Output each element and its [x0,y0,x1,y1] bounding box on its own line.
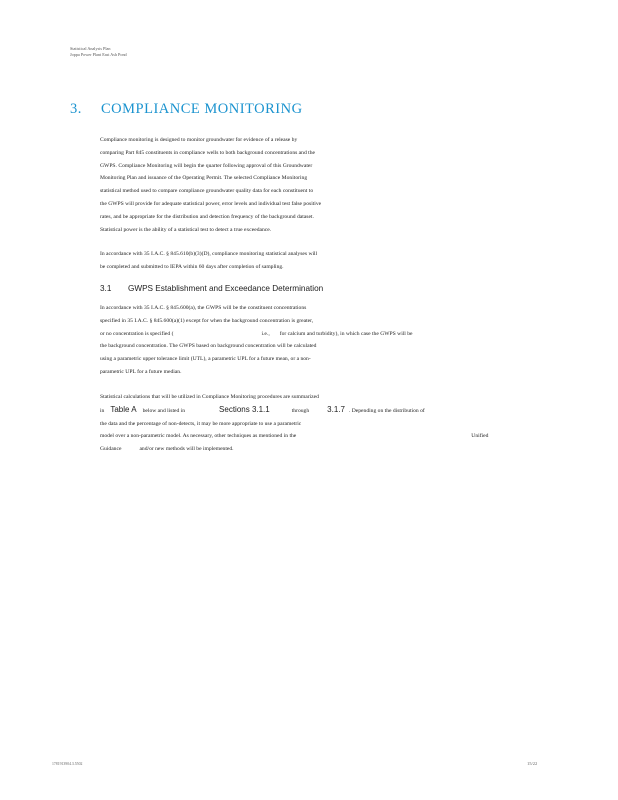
text-fragment: and/or new methods will be implemented. [139,446,234,453]
section-title: COMPLIANCE MONITORING [101,101,303,117]
text-line [100,443,488,456]
text-fragment: Guidance [100,446,122,453]
subsection-heading [100,284,323,293]
text-line: Compliance monitoring is designed to monitor groundwater for evidence of a release by [100,137,298,143]
footer-page-number: 15/22 [527,761,538,766]
text-line: parametric UPL for a future median. [100,368,182,375]
text-line: GWPS. Compliance Monitoring will begin the quarter following approval of this Groundwater [100,162,313,169]
text-line [100,404,488,418]
section-end-reference-link[interactable]: 3.1.7 [327,404,345,414]
text-line: the data and the percentage of non-detects, it may be more appropriate to use a parametric [100,420,302,427]
text-fragment: or no concentration is specified ( [100,330,174,337]
footer-document-id: 1781913904.3.5502 [52,762,83,766]
text-line: In accordance with 35 I.A.C. § 845.610(b)(3)(D), compliance monitoring statistical analyses will [100,251,318,257]
header-title: Statistical Analysis Plan [70,46,111,51]
running-header [70,46,127,58]
text-line [100,328,413,341]
text-line: Statistical power is the ability of a statistical test to detect a true exceedance. [100,226,272,233]
paragraph-intro [100,134,321,236]
text-line: the background concentration. The GWPS based on background concentration will be calculated [100,343,317,350]
paragraph-timing [100,248,317,274]
text-line: Statistical calculations that will be utilized in Compliance Monitoring procedures are summarized [100,394,319,400]
section-heading [70,101,303,118]
section-number: 3. [70,101,82,117]
section-reference-link[interactable]: Sections 3.1.1 [219,404,270,414]
text-line: statistical method used to compare compliance groundwater quality data for each constituent to [100,188,314,195]
text-fragment: model over a non-parametric model. As necessary, other techniques as mentioned in the [100,433,297,440]
text-line: rates, and be appropriate for the distribution and detection frequency of the background dataset. [100,213,314,220]
table-reference-link[interactable]: Table A [110,404,137,414]
text-fragment: in [100,407,105,414]
text-line: the GWPS will provide for adequate statistical power, error levels and individual test false positive [100,200,322,207]
text-fragment: Unified [471,433,489,440]
text-line: In accordance with 35 I.A.C. § 845.600(a), the GWPS will be the constituent concentrations [100,305,307,311]
text-line [100,430,488,443]
subsection-number: 3.1 [100,284,112,293]
text-fragment: through [291,407,310,414]
text-line: using a parametric upper tolerance limit (UTL), a parametric UPL for a future mean, or a non- [100,356,311,363]
text-line: Monitoring Plan and issuance of the Operating Permit. The selected Compliance Monitoring [100,175,308,182]
text-fragment: . Depending on the distribution of [348,407,425,414]
text-fragment: for calcium and turbidity), in which case the GWPS will be [279,330,413,337]
text-line: comparing Part 845 constituents in compliance wells to both background concentrations and the [100,149,315,156]
paragraph-gwps [100,302,413,379]
text-fragment: i.e., [261,330,270,337]
paragraph-calculations [100,391,488,456]
header-subtitle: Joppa Power Plant East Ash Pond [70,52,127,57]
subsection-title: GWPS Establishment and Exceedance Determination [128,284,324,293]
text-line: specified in 35 I.A.C. § 845.600(a)(1) except for when the background concentration is greater, [100,317,314,324]
text-line: be completed and submitted to IEPA within 60 days after completion of sampling. [100,263,284,270]
text-fragment: below and listed in [142,407,186,414]
